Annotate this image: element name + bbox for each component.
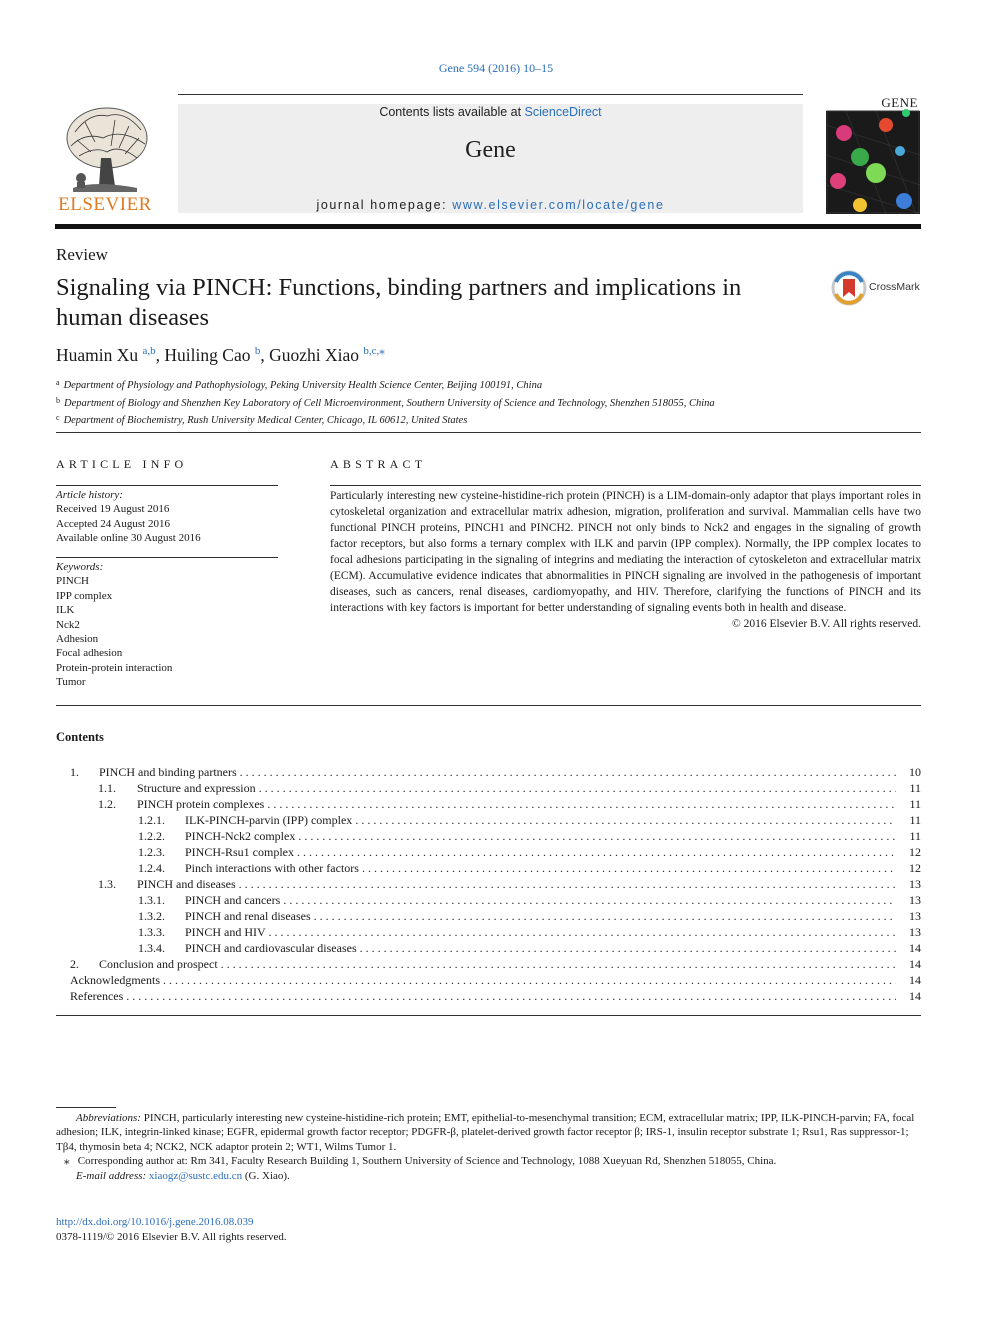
keywords [56,560,278,690]
article-title: Signaling via PINCH: Functions, binding partners and implications in human diseases [56,274,742,331]
toc-entry-title[interactable]: References . . . [70,988,896,1004]
email-footnote: E-mail address: xiaogz@sustc.edu.cn (G. Xiao). [76,1169,290,1182]
journal-name: Gene [465,137,516,163]
toc-entry-title[interactable]: PINCH and HIV . . . [185,924,896,940]
history-label: Article history: [56,489,123,501]
toc-entry-page: 14 [909,973,921,987]
toc-entry-title[interactable]: PINCH and cancers . . . [185,892,896,908]
toc-entry[interactable] [56,956,921,972]
contents-available: Contents lists available at ScienceDirect [379,105,602,119]
journal-citation-link[interactable]: Gene 594 (2016) 10–15 [438,61,554,75]
toc-entry-title[interactable]: Conclusion and prospect . . . [99,956,896,972]
toc-entry-title[interactable]: Structure and expression . . . [137,780,896,796]
crossmark-icon [831,270,867,306]
toc-entry-title[interactable]: PINCH and binding partners . . . [99,764,896,780]
toc-entry-page: 10 [909,765,921,779]
email-link[interactable]: xiaogz@sustc.edu.cn [148,1169,243,1182]
available-date: Available online 30 August 2016 [56,532,201,545]
toc-entry-number: 2. [70,957,79,971]
abbreviations-footnote: Abbreviations: PINCH, particularly interesting new cysteine-histidine-rich protein; EMT, epithelial-to-mesenchymal transition; ECM, extracellular matrix; IPP, ILK-PINCH-parvin; FA, focal adhesion; ILK, integrin-linked kinase; EGFR, epidermal growth factor receptor; PDGFR-β, platelet-derived growth factor receptor β; IRS-1, insulin receptor substrate 1; Rsu1, Ras suppressor-1; Tβ4, thymosin beta 4; NCK2, NCK adaptor protein 2; WT1, Wilms Tumor 1. [56,1112,915,1153]
abstract-copyright: © 2016 Elsevier B.V. All rights reserved. [732,618,921,630]
toc-entry[interactable] [56,780,921,796]
author[interactable]: Huamin Xu $^{a,b}$ [56,345,156,365]
toc-entry-page: 14 [909,957,921,971]
affiliation: $^b$ Department of Biology and Shenzhen Key Laboratory of Cell Microenvironment, Southern University of Science and Technology, Shenzhen 518055, China [56,395,715,409]
toc-entry-number: 1.2. [98,797,116,811]
toc-entry-page: 11 [909,829,921,843]
toc-entry-page: 13 [909,877,921,891]
toc-entry-number: 1.3.2. [138,909,165,923]
abstract-body [330,488,921,632]
affiliation: $^c$ Department of Biochemistry, Rush University Medical Center, Chicago, IL 60612, United States [56,413,468,426]
toc-entry[interactable] [56,764,921,780]
journal-homepage: journal homepage: www.elsevier.com/locate/gene [316,198,665,212]
divider [330,485,921,486]
toc-entry[interactable] [56,940,921,956]
doi-link[interactable]: http://dx.doi.org/10.1016/j.gene.2016.08.039 [56,1216,254,1228]
toc-entry-page: 14 [909,989,921,1003]
keyword: PINCH [56,575,90,588]
toc-entry-number: 1.3.1. [138,893,165,907]
abstract-heading: ABSTRACT [330,457,427,471]
crossmark-label: CrossMark [869,281,920,293]
corresponding-author-footnote: ⁎ Corresponding author at: Rm 341, Faculty Research Building 1, Southern University of Science and Technology, 1088 Xueyuan Rd, Shenzhen 518055, China. [64,1155,777,1168]
toc-entry-number: 1.3. [98,877,116,891]
toc-entry[interactable] [56,988,921,1004]
toc-entry-number: 1.3.3. [138,925,165,939]
received-date: Received 19 August 2016 [56,503,170,516]
toc-entry-title[interactable]: PINCH protein complexes . . . [137,796,896,812]
keyword: Adhesion [56,633,99,646]
toc-entry-page: 12 [909,861,921,875]
toc-entry[interactable] [56,828,921,844]
article-info-heading: ARTICLE INFO [56,457,188,471]
sciencedirect-link[interactable]: ScienceDirect [524,105,602,119]
toc-entry-number: 1.2.2. [138,829,165,843]
toc-entry-title[interactable]: PINCH and diseases . . . [137,876,896,892]
cover-art-icon [826,95,920,214]
footnote-rule [56,1107,116,1108]
toc-entry[interactable] [56,924,921,940]
divider [56,705,921,706]
journal-cover-image [826,95,920,214]
table-of-contents [56,764,921,1004]
article-type: Review [56,245,108,264]
header-rule [178,94,803,95]
toc-entry[interactable] [56,860,921,876]
toc-entry[interactable] [56,796,921,812]
issn-line: 0378-1119/© 2016 Elsevier B.V. All rights reserved. [56,1230,287,1243]
contents-heading: Contents [56,730,104,744]
toc-entry-page: 11 [909,797,921,811]
keyword: Protein-protein interaction [56,661,173,674]
toc-entry[interactable] [56,844,921,860]
toc-entry-page: 13 [909,893,921,907]
header-thick-rule [55,224,921,229]
author[interactable]: Guozhi Xiao $^{b,c,⁎}$ [269,345,385,365]
toc-entry-number: 1.2.3. [138,845,165,859]
toc-entry-page: 12 [909,845,921,859]
homepage-link[interactable]: www.elsevier.com/locate/gene [452,198,665,212]
toc-entry-title[interactable]: PINCH and renal diseases . . . [185,908,896,924]
toc-entry[interactable] [56,972,921,988]
affiliations [56,376,715,429]
divider [56,485,278,486]
keyword: IPP complex [56,589,113,602]
toc-entry-page: 11 [909,781,921,795]
author-list: Huamin Xu $^{a,b}$, Huiling Cao $^b$, Guozhi Xiao $^{b,c,⁎}$ [56,345,385,365]
toc-entry-number: 1.2.1. [138,813,165,827]
affiliation: $^a$ Department of Physiology and Pathophysiology, Peking University Health Science Center, Beijing 100191, China [56,378,543,391]
crossmark-badge[interactable] [831,270,923,306]
keywords-label: Keywords: [56,561,104,573]
toc-entry-page: 14 [909,941,921,955]
footnotes [56,1111,921,1183]
toc-entry-number: 1.3.4. [138,941,165,955]
accepted-date: Accepted 24 August 2016 [56,517,170,530]
author[interactable]: Huiling Cao $^b$ [164,345,261,365]
toc-entry-title[interactable]: Pinch interactions with other factors . . . [185,860,896,876]
toc-entry-title[interactable]: Acknowledgments . . . [70,972,896,988]
cover-title: GENE [881,95,918,110]
article-history [56,488,278,546]
keyword: Tumor [56,676,86,689]
toc-entry-title[interactable]: PINCH-Rsu1 complex . . . [185,844,896,860]
toc-entry-page: 13 [909,909,921,923]
toc-entry[interactable] [56,892,921,908]
keyword: Nck2 [56,618,80,631]
divider [56,1015,921,1016]
toc-entry[interactable] [56,876,921,892]
keyword: ILK [56,604,75,617]
toc-entry-number: 1.2.4. [138,861,165,875]
elsevier-wordmark: ELSEVIER [58,194,152,215]
divider [56,557,278,558]
toc-entry-page: 11 [909,813,921,827]
toc-entry-title[interactable]: ILK-PINCH-parvin (IPP) complex . . . [185,812,896,828]
keyword: Focal adhesion [56,647,123,660]
toc-entry[interactable] [56,908,921,924]
elsevier-logo [55,102,155,214]
toc-entry-number: 1.1. [98,781,116,795]
divider [56,432,921,433]
doi-block [56,1215,287,1244]
toc-entry[interactable] [56,812,921,828]
abstract-text: Particularly interesting new cysteine-histidine-rich protein (PINCH) is a LIM-domain-only adaptor that plays important roles in cytoskeletal organization and extracellular matrix adhesion, migration, proliferation and survival. Mammalian cells have two functional PINCH proteins, PINCH1 and PINCH2. PINCH not only binds to Nck2 and engages in the signaling of growth factor receptors, but also forms a ternary complex with ILK and parvin (IPP complex). Normally, the IPP complex locates to focal adhesions participating in the signaling of integrins and mediating the interaction of cytoskeleton and extracellular matrix (ECM). Accumulative evidence indicates that abnormalities in PINCH signaling are involved in the pathogenesis of important diseases, such as cancers, renal diseases, cardiomyopathy, and HIV. Therefore, clarifying the functions of PINCH and its interactions with key factors is important for better understanding of signaling events both in health and disease. [330,490,921,614]
toc-entry-page: 13 [909,925,921,939]
toc-entry-number: 1. [70,765,79,779]
toc-entry-title[interactable]: PINCH-Nck2 complex . . . [185,828,896,844]
toc-entry-title[interactable]: PINCH and cardiovascular diseases . . . [185,940,896,956]
